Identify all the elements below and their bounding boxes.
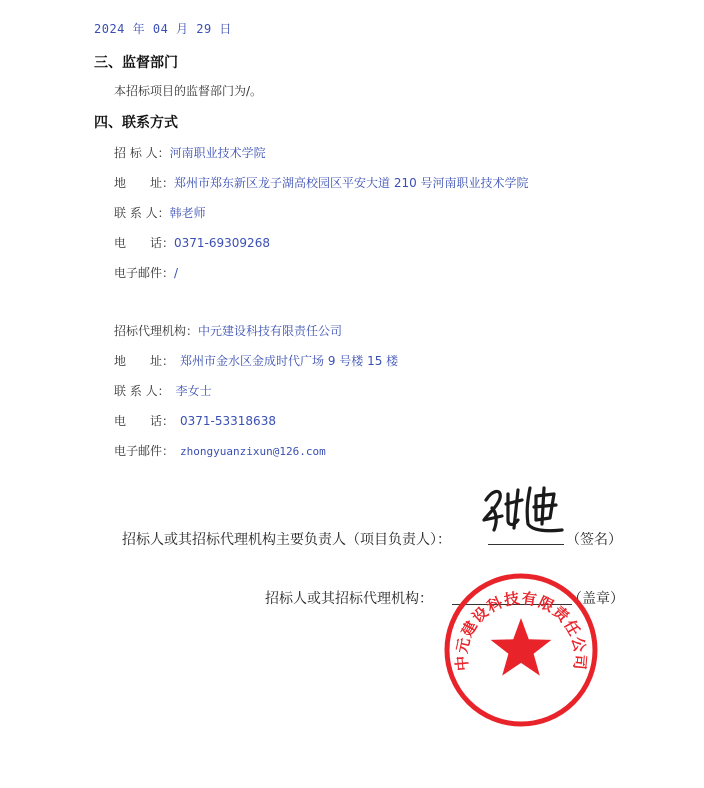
section3-title: 三、监督部门 xyxy=(94,55,178,71)
tenderer-email-row xyxy=(114,262,178,281)
section4-title: 四、联系方式 xyxy=(94,115,178,131)
agency-name-row xyxy=(114,320,342,339)
tenderer-contact: 韩老师 xyxy=(169,206,206,220)
agency-contact-row xyxy=(114,380,212,399)
company-seal xyxy=(441,570,601,730)
agency-name: 中元建设科技有限责任公司 xyxy=(198,324,343,338)
agency-address-label: 地 址： xyxy=(114,354,175,368)
tenderer-email: / xyxy=(174,266,179,280)
agency-contact: 李女士 xyxy=(175,384,212,398)
tenderer-name: 河南职业技术学院 xyxy=(169,146,266,160)
agency-email: zhongyuanzixun@126.com xyxy=(180,445,326,458)
tenderer-contact-row xyxy=(114,202,206,221)
agency-address: 郑州市金水区金成时代广场 9 号楼 15 楼 xyxy=(180,354,399,368)
agency-phone: 0371-53318638 xyxy=(180,414,276,428)
tenderer-phone-row xyxy=(114,232,270,251)
agency-email-row xyxy=(114,440,326,459)
tenderer-address-label: 地 址： xyxy=(114,176,175,190)
section3-text: 本招标项目的监督部门为/。 xyxy=(114,84,263,98)
sign-suffix: （签名） xyxy=(566,532,622,548)
tenderer-phone: 0371-69309268 xyxy=(174,236,270,250)
signature-line xyxy=(488,544,564,545)
tenderer-address: 郑州市郑东新区龙子湖高校园区平安大道 210 号河南职业技术学院 xyxy=(174,176,529,190)
responsible-label: 招标人或其招标代理机构主要负责人（项目负责人）： xyxy=(122,532,451,548)
tenderer-address-row xyxy=(114,172,529,191)
document-date: 2024 年 04 月 29 日 xyxy=(94,22,232,36)
tenderer-contact-label: 联 系 人： xyxy=(114,206,170,220)
seal-star-icon xyxy=(491,618,552,676)
agency-contact-label: 联 系 人： xyxy=(114,384,170,398)
agency-email-label: 电子邮件： xyxy=(114,444,175,458)
seal-text: 中元建设科技有限责任公司 xyxy=(452,589,590,672)
agency-phone-label: 电 话： xyxy=(114,414,175,428)
tenderer-name-label: 招 标 人： xyxy=(114,146,170,160)
agency-address-row xyxy=(114,350,398,369)
org-label: 招标人或其招标代理机构： xyxy=(265,591,433,607)
seal-suffix: （盖章） xyxy=(568,591,624,607)
agency-phone-row xyxy=(114,410,276,429)
handwritten-signature xyxy=(478,480,568,542)
tenderer-name-row xyxy=(114,142,266,161)
tenderer-email-label: 电子邮件： xyxy=(114,266,175,280)
tenderer-phone-label: 电 话： xyxy=(114,236,175,250)
agency-name-label: 招标代理机构： xyxy=(114,324,199,338)
